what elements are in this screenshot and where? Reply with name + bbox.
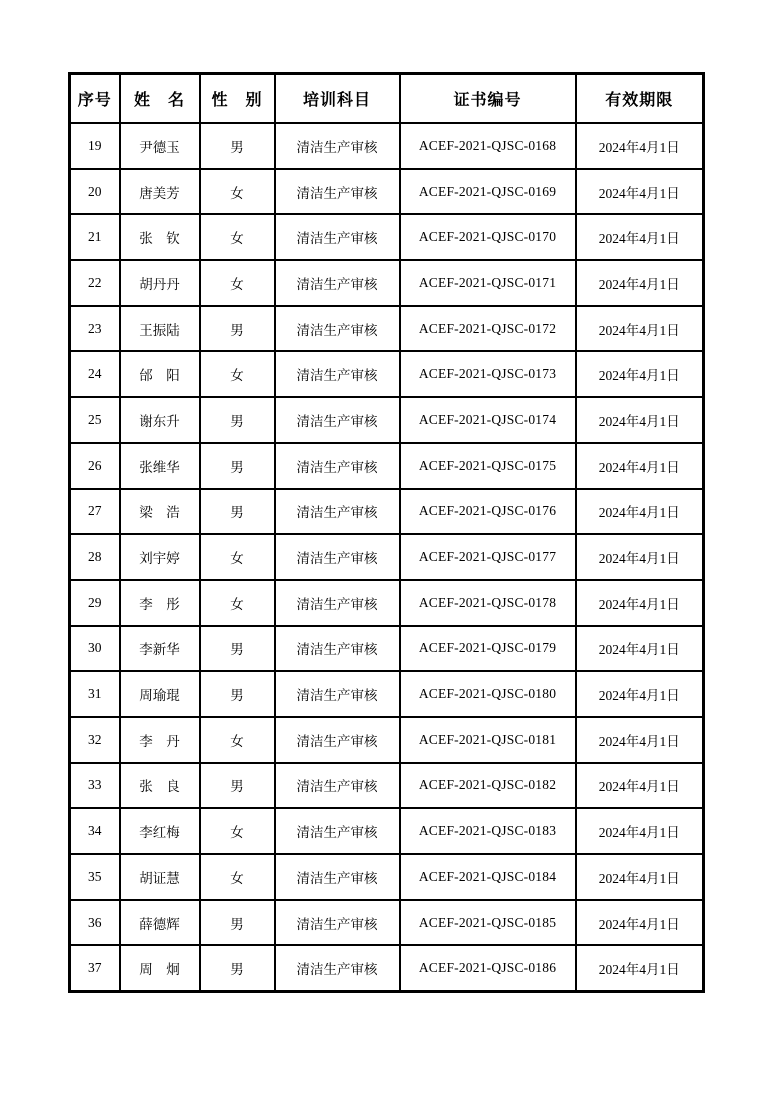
table-row [70,945,704,991]
cell-valid: 2024年4月1日 [576,489,704,535]
cell-subject: 清洁生产审核 [275,214,400,260]
cell-no: 20 [70,169,120,215]
cell-name: 王振陆 [120,306,200,352]
cell-no: 37 [70,945,120,991]
cell-cert: ACEF-2021-QJSC-0182 [400,763,576,809]
cell-gender: 女 [200,534,275,580]
cell-no: 31 [70,671,120,717]
table-row [70,489,704,535]
cell-cert: ACEF-2021-QJSC-0168 [400,123,576,169]
cell-subject: 清洁生产审核 [275,397,400,443]
cell-no: 33 [70,763,120,809]
cell-valid: 2024年4月1日 [576,945,704,991]
table-row [70,671,704,717]
cell-name: 邰 阳 [120,351,200,397]
cell-valid: 2024年4月1日 [576,534,704,580]
cell-valid: 2024年4月1日 [576,717,704,763]
table-row [70,214,704,260]
cell-gender: 女 [200,854,275,900]
cell-gender: 男 [200,443,275,489]
cell-cert: ACEF-2021-QJSC-0177 [400,534,576,580]
cell-subject: 清洁生产审核 [275,626,400,672]
cell-subject: 清洁生产审核 [275,945,400,991]
cell-name: 尹德玉 [120,123,200,169]
cell-valid: 2024年4月1日 [576,123,704,169]
cell-cert: ACEF-2021-QJSC-0181 [400,717,576,763]
cell-valid: 2024年4月1日 [576,306,704,352]
table-row [70,854,704,900]
table-body [70,123,704,992]
table-row [70,351,704,397]
cell-gender: 男 [200,900,275,946]
cell-gender: 女 [200,260,275,306]
cell-no: 30 [70,626,120,672]
cell-subject: 清洁生产审核 [275,489,400,535]
cell-subject: 清洁生产审核 [275,351,400,397]
cell-valid: 2024年4月1日 [576,169,704,215]
cell-valid: 2024年4月1日 [576,626,704,672]
cell-cert: ACEF-2021-QJSC-0170 [400,214,576,260]
cell-gender: 女 [200,717,275,763]
cell-no: 36 [70,900,120,946]
cell-name: 唐美芳 [120,169,200,215]
col-header-no: 序号 [70,74,120,124]
table-row [70,123,704,169]
table-row [70,443,704,489]
cell-valid: 2024年4月1日 [576,854,704,900]
cell-cert: ACEF-2021-QJSC-0173 [400,351,576,397]
cell-cert: ACEF-2021-QJSC-0185 [400,900,576,946]
table-row [70,763,704,809]
table-row [70,580,704,626]
table-row [70,306,704,352]
cell-gender: 女 [200,169,275,215]
cell-gender: 男 [200,123,275,169]
cell-cert: ACEF-2021-QJSC-0171 [400,260,576,306]
cell-cert: ACEF-2021-QJSC-0186 [400,945,576,991]
cell-name: 刘宇婷 [120,534,200,580]
cell-subject: 清洁生产审核 [275,123,400,169]
cell-gender: 男 [200,306,275,352]
cell-no: 28 [70,534,120,580]
cell-valid: 2024年4月1日 [576,260,704,306]
cell-subject: 清洁生产审核 [275,808,400,854]
cell-cert: ACEF-2021-QJSC-0184 [400,854,576,900]
cell-subject: 清洁生产审核 [275,260,400,306]
cell-valid: 2024年4月1日 [576,397,704,443]
certificate-table [68,72,705,993]
cell-subject: 清洁生产审核 [275,717,400,763]
table-row [70,900,704,946]
cell-name: 李新华 [120,626,200,672]
cell-no: 24 [70,351,120,397]
cell-name: 李 彤 [120,580,200,626]
cell-name: 周 炯 [120,945,200,991]
cell-cert: ACEF-2021-QJSC-0180 [400,671,576,717]
table-row [70,808,704,854]
cell-name: 胡丹丹 [120,260,200,306]
header-row [70,74,704,124]
cell-gender: 男 [200,626,275,672]
cell-subject: 清洁生产审核 [275,580,400,626]
cell-subject: 清洁生产审核 [275,900,400,946]
cell-name: 薛德辉 [120,900,200,946]
cell-cert: ACEF-2021-QJSC-0169 [400,169,576,215]
cell-subject: 清洁生产审核 [275,763,400,809]
cell-gender: 男 [200,489,275,535]
cell-valid: 2024年4月1日 [576,580,704,626]
cell-name: 谢东升 [120,397,200,443]
cell-gender: 男 [200,945,275,991]
cell-name: 张维华 [120,443,200,489]
cell-no: 23 [70,306,120,352]
cell-cert: ACEF-2021-QJSC-0176 [400,489,576,535]
cell-name: 张 良 [120,763,200,809]
col-header-cert: 证书编号 [400,74,576,124]
cell-name: 胡证慧 [120,854,200,900]
cell-subject: 清洁生产审核 [275,671,400,717]
cell-gender: 女 [200,808,275,854]
cell-gender: 男 [200,763,275,809]
cell-name: 张 钦 [120,214,200,260]
cell-subject: 清洁生产审核 [275,534,400,580]
cell-cert: ACEF-2021-QJSC-0178 [400,580,576,626]
cell-cert: ACEF-2021-QJSC-0179 [400,626,576,672]
cell-name: 李 丹 [120,717,200,763]
table-row [70,626,704,672]
table-row [70,717,704,763]
col-header-subject: 培训科目 [275,74,400,124]
cell-no: 22 [70,260,120,306]
col-header-valid: 有效期限 [576,74,704,124]
cell-no: 35 [70,854,120,900]
cell-cert: ACEF-2021-QJSC-0183 [400,808,576,854]
cell-gender: 女 [200,214,275,260]
cell-valid: 2024年4月1日 [576,214,704,260]
cell-no: 21 [70,214,120,260]
cell-name: 梁 浩 [120,489,200,535]
cell-no: 27 [70,489,120,535]
cell-valid: 2024年4月1日 [576,900,704,946]
table-row [70,169,704,215]
table-row [70,534,704,580]
cell-no: 19 [70,123,120,169]
col-header-gender: 性 别 [200,74,275,124]
cell-valid: 2024年4月1日 [576,763,704,809]
cell-name: 李红梅 [120,808,200,854]
cell-cert: ACEF-2021-QJSC-0172 [400,306,576,352]
cell-valid: 2024年4月1日 [576,443,704,489]
cell-subject: 清洁生产审核 [275,306,400,352]
cell-name: 周瑜琨 [120,671,200,717]
cell-no: 25 [70,397,120,443]
col-header-name: 姓 名 [120,74,200,124]
table-row [70,397,704,443]
cell-no: 29 [70,580,120,626]
cell-gender: 女 [200,580,275,626]
cell-gender: 男 [200,671,275,717]
cell-subject: 清洁生产审核 [275,854,400,900]
cell-subject: 清洁生产审核 [275,443,400,489]
cell-cert: ACEF-2021-QJSC-0175 [400,443,576,489]
cell-valid: 2024年4月1日 [576,808,704,854]
cell-valid: 2024年4月1日 [576,671,704,717]
table-row [70,260,704,306]
cell-no: 34 [70,808,120,854]
cell-gender: 男 [200,397,275,443]
cell-subject: 清洁生产审核 [275,169,400,215]
cell-gender: 女 [200,351,275,397]
cell-valid: 2024年4月1日 [576,351,704,397]
cell-no: 26 [70,443,120,489]
cell-cert: ACEF-2021-QJSC-0174 [400,397,576,443]
cell-no: 32 [70,717,120,763]
